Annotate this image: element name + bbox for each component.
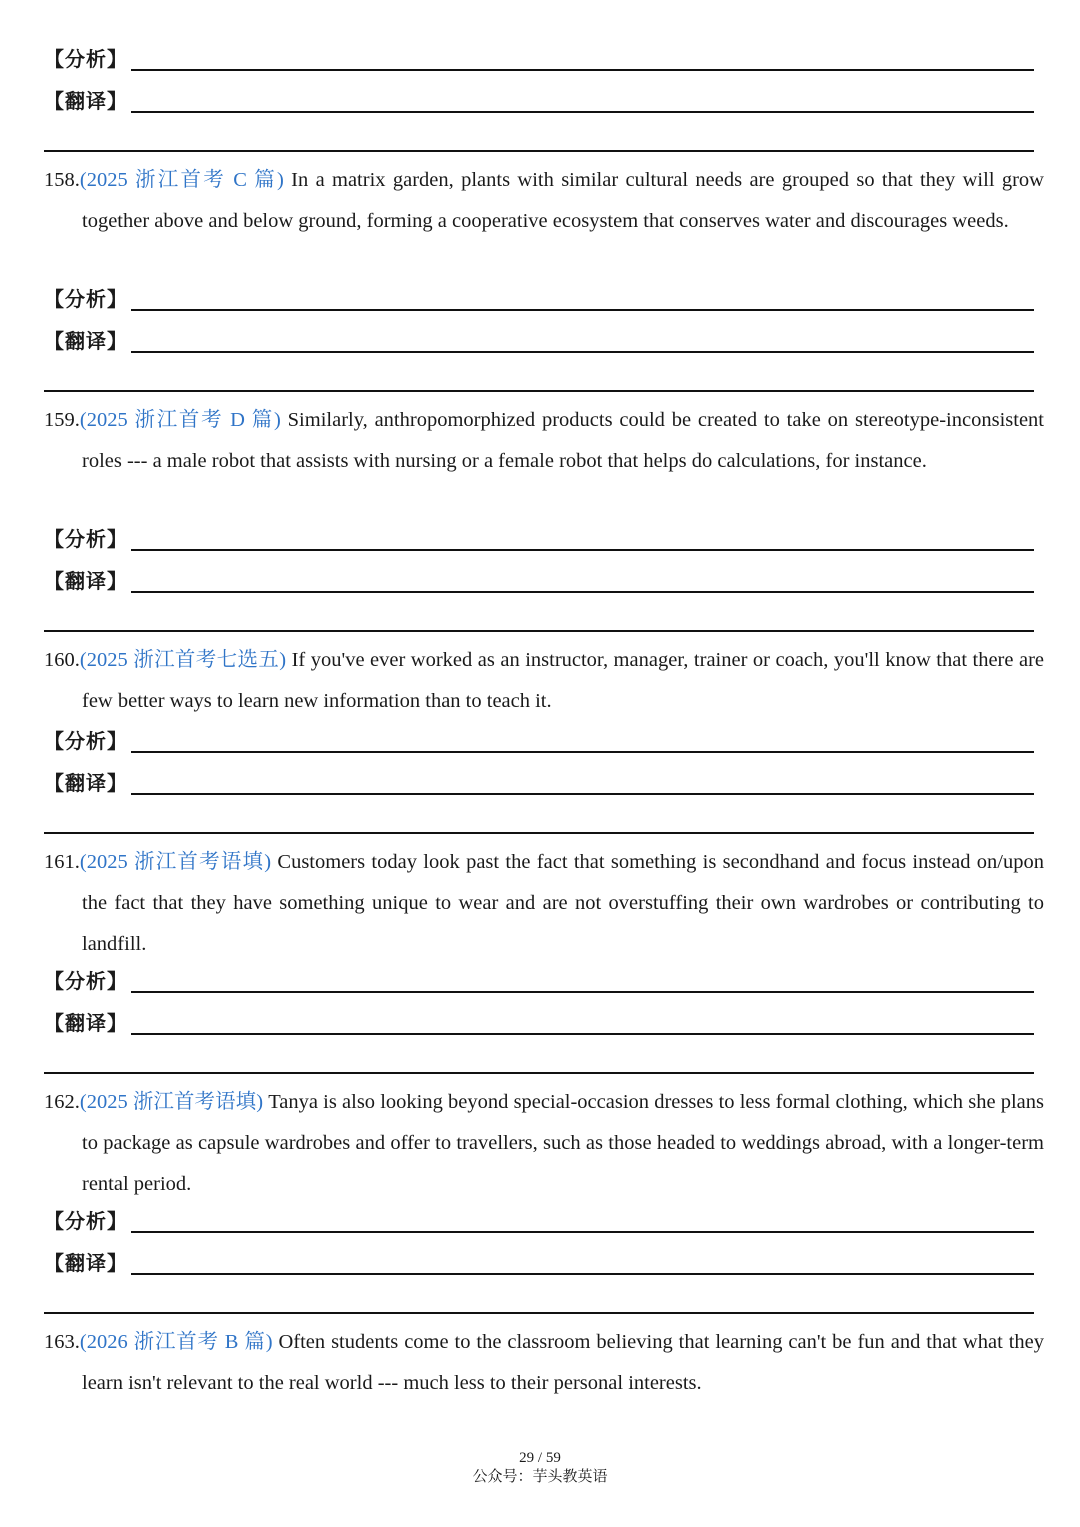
answer-blank[interactable] xyxy=(131,549,1034,551)
analysis-label: 【分析】 xyxy=(44,287,128,311)
section-divider xyxy=(44,1072,1034,1074)
analysis-line xyxy=(44,44,1034,78)
section-divider xyxy=(44,1312,1034,1314)
answer-blank[interactable] xyxy=(131,1231,1034,1233)
question-text: Tanya is also looking beyond special-occasion dresses to less formal clothing, which she plans to package as capsule wardrobes and offer to travellers, such as those headed to weddings abroad, with a longer-term rental period. xyxy=(82,1091,1045,1195)
question-number: 163. xyxy=(44,1331,80,1353)
answer-blank[interactable] xyxy=(131,1273,1034,1275)
question-source: (2025 浙江首考 C 篇) xyxy=(79,169,284,191)
footer-account: 公众号：芋头教英语 xyxy=(472,1469,608,1485)
analysis-label: 【分析】 xyxy=(44,527,128,551)
question-number: 159. xyxy=(44,409,80,431)
analysis-label: 【分析】 xyxy=(44,969,128,993)
analysis-line xyxy=(44,966,1034,1000)
translation-line xyxy=(44,1248,1034,1282)
question-text: If you've ever worked as an instructor, manager, trainer or coach, you'll know that there are few better ways to learn new information than to teach it. xyxy=(82,649,1044,712)
question-text: Often students come to the classroom believing that learning can't be fun and that what they learn isn't relevant to the real world --- much less to their personal interests. xyxy=(82,1331,1044,1394)
translation-line xyxy=(44,768,1034,802)
question-159 xyxy=(44,400,1044,482)
question-source: (2025 浙江首考七选五) xyxy=(79,649,287,671)
translation-line xyxy=(44,86,1034,120)
question-number: 158. xyxy=(44,169,80,191)
question-text: In a matrix garden, plants with similar cultural needs are grouped so that they will grow together above and below ground, forming a cooperative ecosystem that conserves water and discourages weeds. xyxy=(82,169,1044,232)
question-number: 161. xyxy=(44,851,80,873)
section-divider xyxy=(44,630,1034,632)
answer-blank[interactable] xyxy=(131,69,1034,71)
question-163 xyxy=(44,1322,1044,1404)
translation-label: 【翻译】 xyxy=(44,1251,128,1275)
section-divider xyxy=(44,390,1034,392)
question-text: Similarly, anthropomorphized products could be created to take on stereotype-inconsistent roles --- a male robot that assists with nursing or a female robot that helps do calculations, for instance. xyxy=(82,409,1044,472)
question-source: (2025 浙江首考语填) xyxy=(79,1091,264,1113)
question-source: (2026 浙江首考 B 篇) xyxy=(79,1331,273,1353)
question-160 xyxy=(44,640,1044,722)
question-158 xyxy=(44,160,1044,242)
question-source: (2025 浙江首考 D 篇) xyxy=(79,409,281,431)
answer-blank[interactable] xyxy=(131,793,1034,795)
section-divider xyxy=(44,150,1034,152)
answer-blank[interactable] xyxy=(131,111,1034,113)
question-source: (2025 浙江首考语填) xyxy=(79,851,272,873)
page-number: 29 / 59 xyxy=(519,1450,561,1466)
translation-label: 【翻译】 xyxy=(44,1011,128,1035)
section-divider xyxy=(44,832,1034,834)
question-number: 162. xyxy=(44,1091,80,1113)
analysis-line xyxy=(44,284,1034,318)
answer-blank[interactable] xyxy=(131,309,1034,311)
translation-line xyxy=(44,1008,1034,1042)
question-number: 160. xyxy=(44,649,80,671)
answer-blank[interactable] xyxy=(131,351,1034,353)
translation-label: 【翻译】 xyxy=(44,569,128,593)
translation-label: 【翻译】 xyxy=(44,89,128,113)
translation-label: 【翻译】 xyxy=(44,329,128,353)
answer-blank[interactable] xyxy=(131,1033,1034,1035)
question-text: Customers today look past the fact that something is secondhand and focus instead on/upon the fact that they have something unique to wear and are not overstuffing their own wardrobes or contributing to landfill. xyxy=(82,851,1044,955)
answer-blank[interactable] xyxy=(131,591,1034,593)
translation-line xyxy=(44,326,1034,360)
translation-label: 【翻译】 xyxy=(44,771,128,795)
analysis-label: 【分析】 xyxy=(44,1209,128,1233)
analysis-line xyxy=(44,524,1034,558)
analysis-label: 【分析】 xyxy=(44,729,128,753)
question-162 xyxy=(44,1082,1044,1205)
analysis-line xyxy=(44,726,1034,760)
analysis-line xyxy=(44,1206,1034,1240)
question-161 xyxy=(44,842,1044,965)
answer-blank[interactable] xyxy=(131,991,1034,993)
translation-line xyxy=(44,566,1034,600)
answer-blank[interactable] xyxy=(131,751,1034,753)
analysis-label: 【分析】 xyxy=(44,47,128,71)
